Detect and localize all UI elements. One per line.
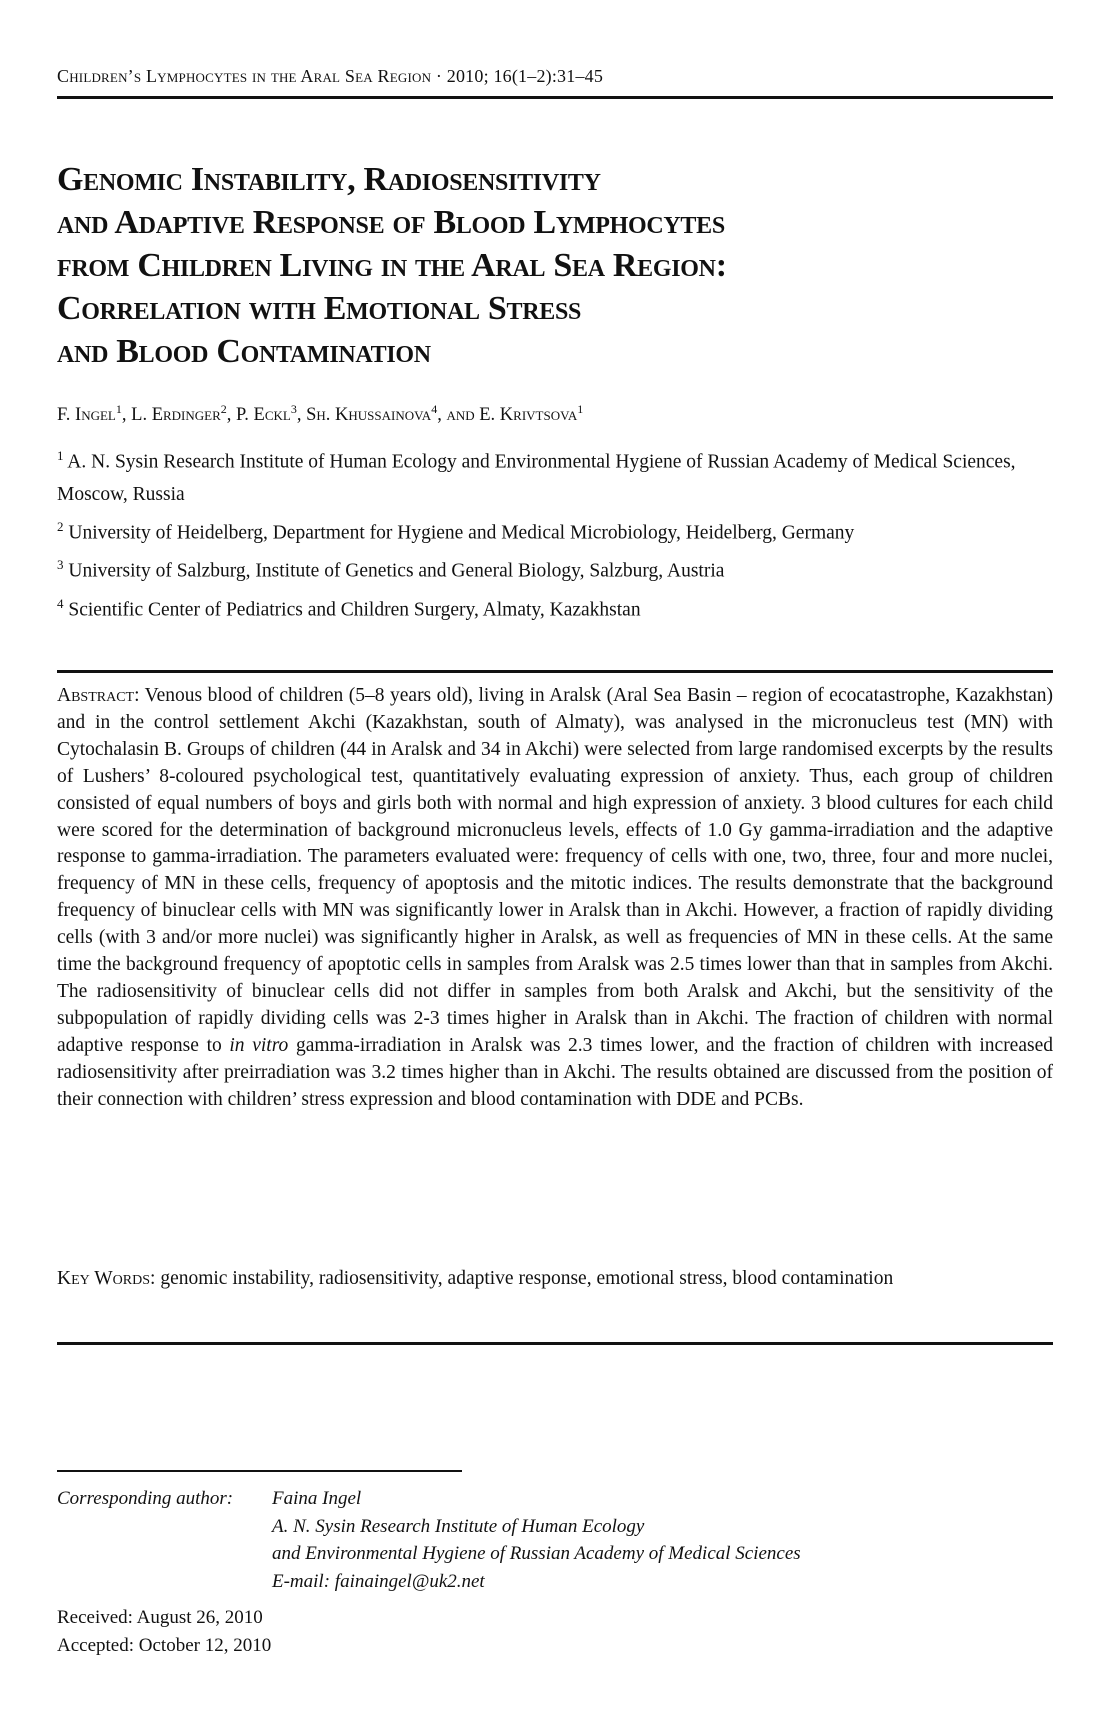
author-name: Sh. Khussainova: [306, 405, 432, 426]
abstract-bottom-rule: [57, 1342, 1053, 1345]
author-name: P. Eckl: [236, 405, 291, 426]
author-affiliation-ref: 4: [431, 402, 438, 416]
author-separator: ,: [121, 405, 132, 426]
title-line: Genomic Instability, Radiosensitivity: [57, 161, 601, 198]
author-affiliation-ref: 1: [577, 402, 584, 416]
title-line: from Children Living in the Aral Sea Region:: [57, 247, 727, 284]
author-separator: ,: [226, 405, 237, 426]
affiliation-number: 3: [57, 557, 64, 572]
affiliation-number: 2: [57, 518, 64, 534]
affiliation-text: A. N. Sysin Research Institute of Human Ecology and Environmental Hygiene of Russian Academy of Medical Sciences, Moscow, Russia: [57, 451, 1016, 505]
running-head: [57, 66, 603, 87]
affiliation-list: [57, 440, 1053, 626]
abstract-label: Abstract:: [57, 685, 140, 706]
author-name: L. Erdinger: [131, 405, 221, 426]
abstract: [57, 683, 1053, 1114]
corresponding-address-line: and Environmental Hygiene of Russian Academy of Medical Sciences: [272, 1543, 801, 1564]
affiliation-item: [57, 440, 1053, 511]
affiliation-text: University of Salzburg, Institute of Genetics and General Biology, Salzburg, Austria: [63, 560, 725, 582]
corresponding-author-name: Faina Ingel: [272, 1488, 362, 1509]
title-line: and Blood Contamination: [57, 333, 431, 370]
corresponding-email[interactable]: E-mail: fainaingel@uk2.net: [272, 1570, 485, 1592]
abstract-italic-term: in vitro: [229, 1034, 289, 1056]
accepted-date: Accepted: October 12, 2010: [57, 1635, 272, 1656]
affiliation-text: University of Heidelberg, Department for Hygiene and Medical Microbiology, Heidelberg, Germany: [63, 522, 855, 543]
abstract-text: Venous blood of children (5–8 years old), living in Aralsk (Aral Sea Basin – region of ecocatastrophe, Kazakhstan) and in the control settlement Akchi (Kazakhstan, south of Almaty), was analysed in the micronucleus test (MN) with Cytochalasin B. Groups of children (44 in Aralsk and 34 in Akchi) were selected from large randomised excerpts by the results of Lushers’ 8-coloured psychological test, quantitatively evaluating expression of anxiety. Thus, each group of children consisted of equal numbers of boys and girls both with normal and high expression of anxiety. 3 blood cultures for each child were scored for the determination of background micronucleus levels, effects of 1.0 Gy gamma-irradiation and the adaptive response to gamma-irradiation. The parameters evaluated were: frequency of cells with one, two, three, four and more nuclei, frequency of MN in these cells, frequency of apoptosis and the mitotic indices. The results demonstrate that the background frequency of binuclear cells with MN was significantly lower in Aralsk than in Akchi. However, a fraction of rapidly dividing cells (with 3 and/or more nuclei) was significantly higher in Aralsk, as well as frequencies of MN in these cells. At the same time the background frequency of apoptotic cells in samples from Aralsk was 2.5 times lower than that in samples from Akchi. The radiosensitivity of binuclear cells did not differ in samples from both Aralsk and Akchi, but the sensitivity of the subpopulation of rapidly dividing cells was 2-3 times higher in Aralsk than in Akchi. The fraction of children with normal adaptive response to: [57, 685, 1053, 1056]
article-title: [57, 158, 1053, 373]
running-head-title: Children’s Lymphocytes in the Aral Sea Region: [57, 66, 432, 86]
running-head-citation: · 2010; 16(1–2):31–45: [431, 66, 604, 86]
affiliation-item: [57, 511, 1053, 550]
author-name: E. Krivtsova: [479, 405, 578, 426]
keywords-text: genomic instability, radiosensitivity, adaptive response, emotional stress, blood contamination: [155, 1268, 894, 1289]
affiliation-number: 4: [57, 595, 64, 611]
title-line: Correlation with Emotional Stress: [57, 290, 582, 327]
title-line: and Adaptive Response of Blood Lymphocytes: [57, 204, 725, 241]
keywords-label: Key Words:: [57, 1268, 156, 1289]
author-separator: ,: [296, 405, 307, 426]
corresponding-author-label: Corresponding author:: [57, 1488, 234, 1509]
abstract-top-rule: [57, 670, 1053, 673]
abstract-text-cont: gamma-irradiation in Aralsk was 2.3 times lower, and the fraction of children with increased radiosensitivity after preirradiation was 3.2 times higher than in Akchi. The results obtained are discussed from the position of their connection with children’ stress expression and blood contamination with DDE and PCBs.: [57, 1034, 1053, 1110]
keywords: [57, 1266, 1053, 1293]
author-separator: , and: [437, 405, 480, 426]
article-dates: [57, 1604, 271, 1660]
footnote-rule: [57, 1470, 462, 1472]
author-affiliation-ref: 3: [290, 402, 297, 416]
received-date: Received: August 26, 2010: [57, 1607, 263, 1628]
corresponding-author-block: [57, 1485, 801, 1595]
author-affiliation-ref: 2: [220, 402, 227, 416]
author-affiliation-ref: 1: [115, 402, 122, 416]
header-rule: [57, 96, 1053, 99]
affiliation-text: Scientific Center of Pediatrics and Children Surgery, Almaty, Kazakhstan: [63, 599, 641, 620]
author-name: F. Ingel: [57, 405, 116, 426]
affiliation-item: [57, 549, 1053, 588]
author-list: [57, 402, 583, 426]
affiliation-number: 1: [57, 448, 64, 463]
corresponding-address-line: A. N. Sysin Research Institute of Human Ecology: [272, 1515, 645, 1537]
affiliation-item: [57, 588, 1053, 627]
